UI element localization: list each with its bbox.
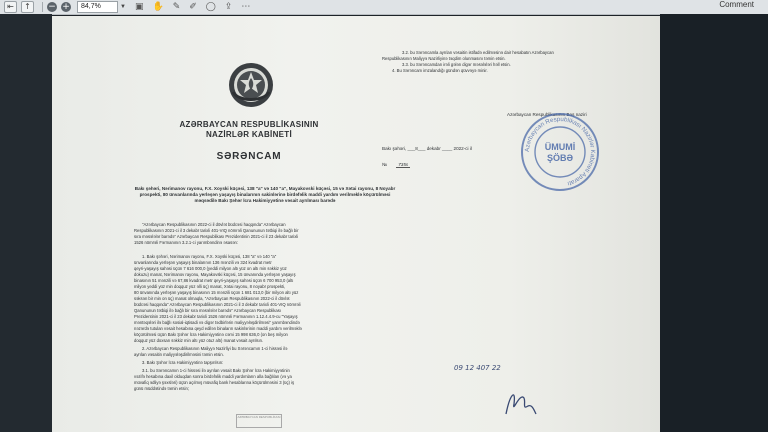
comment-button[interactable]: Comment <box>719 0 754 9</box>
body-line: 3. Bakı Şəhər İcra Hakimiyyətinə tapşırılsın: <box>142 360 224 365</box>
zoom-out-icon[interactable]: − <box>48 2 56 12</box>
select-icon[interactable]: ▣ <box>134 2 144 12</box>
body-line: "Azərbaycan Respublikasının 2022-ci il dövlət büdcəsi haqqında" Azərbaycan <box>142 222 286 227</box>
body-line: binasının 51 mənzili və 67,86 kvadrat metr qeyri-yaşayış sahəsi üçün 6 700 953,0 (altı <box>134 278 294 283</box>
body-line: vəzifə hesabına daxil olduqdan sonra birdəfəlik maddi yardımların alla bağlılan (və ya <box>134 374 292 379</box>
body-line: köçürülməsi üçün Bakı Şəhər İcra Hakimiyyətinə cəmi 15 998 636,0 (on beş milyon <box>134 332 288 337</box>
body-line: nəzərdə tutulan vəsait hesabına qeyd edilən binaların sakinlərinin maddi yardım verilməklə <box>134 326 302 331</box>
stamp-center-line-1: ÜMUMİ <box>544 142 576 152</box>
right-text-line: 3.2. bu Sərəncamla ayrılan vəsaitin istifadə edilməsinə dair hesabatın Azərbaycan <box>402 50 554 55</box>
zoom-in-icon[interactable]: + <box>62 2 70 12</box>
toolbar-divider <box>42 2 43 12</box>
number-value: 735s <box>398 162 409 167</box>
right-text-line: 4. Bu Sərəncam imzalandığı gündən qüvvəyə minir. <box>392 68 488 73</box>
body-line: 3.1. bu Sərəncamın 1-ci hissəsi ilə ayrılan vəsait Bakı Şəhər İcra Hakimiyyətinin <box>142 368 290 373</box>
body-line: Prezidentinin 2021-ci il 23 dekabr tarixli 1526 nömrəli Fərmanının 1.12.4.4.9-cu "Yaşayış <box>134 314 298 319</box>
number-line <box>382 162 410 167</box>
stamp-ring-text: Azərbaycan Respublikası Nazirlər Kabineti Aparatı <box>523 115 597 188</box>
chevron-down-icon[interactable]: ▼ <box>120 4 126 10</box>
header-line-1: AZƏRBAYCAN RESPUBLİKASININ <box>179 120 319 129</box>
body-line: 1526 nömrəli Fərmanının 3.2.1-ci yarımbəndinə əsasən: <box>134 240 239 245</box>
stamp-center-line-2: ŞÖBƏ <box>546 153 574 163</box>
body-line: 2. Azərbaycan Respublikasının Maliyyə Nazirliyi bu Sərəncamın 1-ci hissəsi ilə <box>142 346 288 351</box>
document-page <box>52 16 660 432</box>
signer-line: Azərbaycan Respublikasının Baş naziri <box>507 112 587 117</box>
registration-stamp-text: AZƏRBAYCAN RESPUBLİKASI <box>237 415 281 419</box>
hand-icon[interactable]: ✋ <box>152 2 164 12</box>
body-line: qeyri-yaşayış sahəsi üçün 7 616 000,0 (yeddi milyon altı yüz on altı min səkkiz yüz <box>134 266 287 271</box>
body-line: büdcəsi haqqında" Azərbaycan Respublikasının 2021-ci il 3 dekabr tarixli 401-VIQ nömrəli <box>134 302 301 307</box>
body-line: ünvanlarında yerləşən yaşayış binalarının 136 mənzili və 324 kvadrat metr <box>134 260 272 265</box>
zoom-select[interactable] <box>77 1 118 13</box>
desk-background-left <box>0 14 52 432</box>
body-line: günü müddətində təmin etsin; <box>134 386 189 391</box>
number-label: № <box>382 162 387 167</box>
body-line: dokuzu) manat, Nərimanov rayonu, Mayakovski küçəsi, 15 ünvanında yerləşən yaşayış <box>134 272 296 277</box>
right-text-line: 3.3. bu Sərəncamdan irəli gələn digər məsələləri həll etsin. <box>402 62 511 67</box>
coat-of-arms-emblem <box>228 62 274 108</box>
handwritten-signature <box>500 384 540 420</box>
body-line: doqquz yüz doxsan səkkiz min altı yüz otuz altı) manat vəsait ayrılsın. <box>134 338 264 343</box>
more-icon[interactable]: ⋯ <box>241 2 251 12</box>
right-text-line: Respublikasının Maliyyə Nazirliyinə təqdim olunmasını təmin etsin. <box>382 56 506 61</box>
body-line: Respublikasının 2021-ci il 3 dekabr tarixli 401-VIQ nömrəli Qanununun tətbiqi ilə bağlı bir <box>134 228 299 233</box>
header-line-2: NAZİRLƏR KABİNETİ <box>205 130 292 139</box>
handwritten-date: 09 12 407 22 <box>454 364 501 372</box>
body-line: məntəqələri ilə bağlı sosial-iqtisadi və digər tədbirlərin maliyyələşdirilməsi" yarımbəndində <box>134 320 300 325</box>
body-line: sıra məsələlər barədə" Azərbaycan Respublikası Prezidentinin 2021-ci il 23 dekabr tarixli <box>134 234 299 239</box>
document-subject: Bakı şəhəri, Nərimanov rayonu, F.X. Xoyski küçəsi, 138 "a" və 140 "a", Mayakovski küçəsi, 15 və Xətai rayonu, 8 Noyabr prospekti, 80 ünvanlarında yerləşən yaşayış binalarının sakinlərinə birdəfəlik maddi yardım verilməklə köçürülməsi məqsədilə Bakı Şəhər İcra Hakimiyyətinə vəsait ayrılması barədə <box>134 186 396 204</box>
body-line: milyon yeddi yüz min doqquz yüz əlli üç) manat, Xətai rayonu, 8 noyabr prospekti, <box>134 284 286 289</box>
body-line: 1. Bakı şəhəri, Nərimanov rayonu, F.X. Xoyski küçəsi, 138 "a" və 140 "a" <box>142 254 277 259</box>
share-icon[interactable]: ⇪ <box>224 2 233 12</box>
comment-icon[interactable]: ◯ <box>205 2 216 12</box>
page-prev-icon[interactable]: ↑ <box>21 1 34 13</box>
official-round-stamp <box>520 112 600 192</box>
pdf-toolbar <box>0 0 768 15</box>
desk-background-right <box>660 14 768 432</box>
zoom-value: 84,7% <box>81 3 101 10</box>
document-title: SƏRƏNCAM <box>216 151 282 162</box>
draw-icon[interactable]: ✐ <box>189 2 197 12</box>
registration-stamp <box>236 414 282 428</box>
page-first-icon[interactable]: ⇤ <box>4 1 17 13</box>
body-line: Qanununun tətbiqi ilə bağlı bir sıra məsələlər barədə" Azərbaycan Respublikası <box>134 308 281 313</box>
body-line: 80 ünvanında yerləşən yaşayış binasının 15 mənzili üçün 1 681 013,0 (bir milyon altı yüz <box>134 290 299 295</box>
sign-icon[interactable]: ✎ <box>172 2 181 12</box>
body-line: səksən bir min on üç) manat olmaqla, "Azərbaycan Respublikasının 2022-ci il dövlət <box>134 296 290 301</box>
body-line: müvafiq ədliyə şəxsləri) üçün açılmış müvafiq bank hesablarına köçürülməsini 3 (üç) iş <box>134 380 295 385</box>
body-line: ayrılan vəsaitin maliyyələşdirilməsini təmin etsin. <box>134 352 224 357</box>
date-line: Bakı şəhəri, ___8___ dekabr ____ 2022-ci il <box>382 146 472 151</box>
